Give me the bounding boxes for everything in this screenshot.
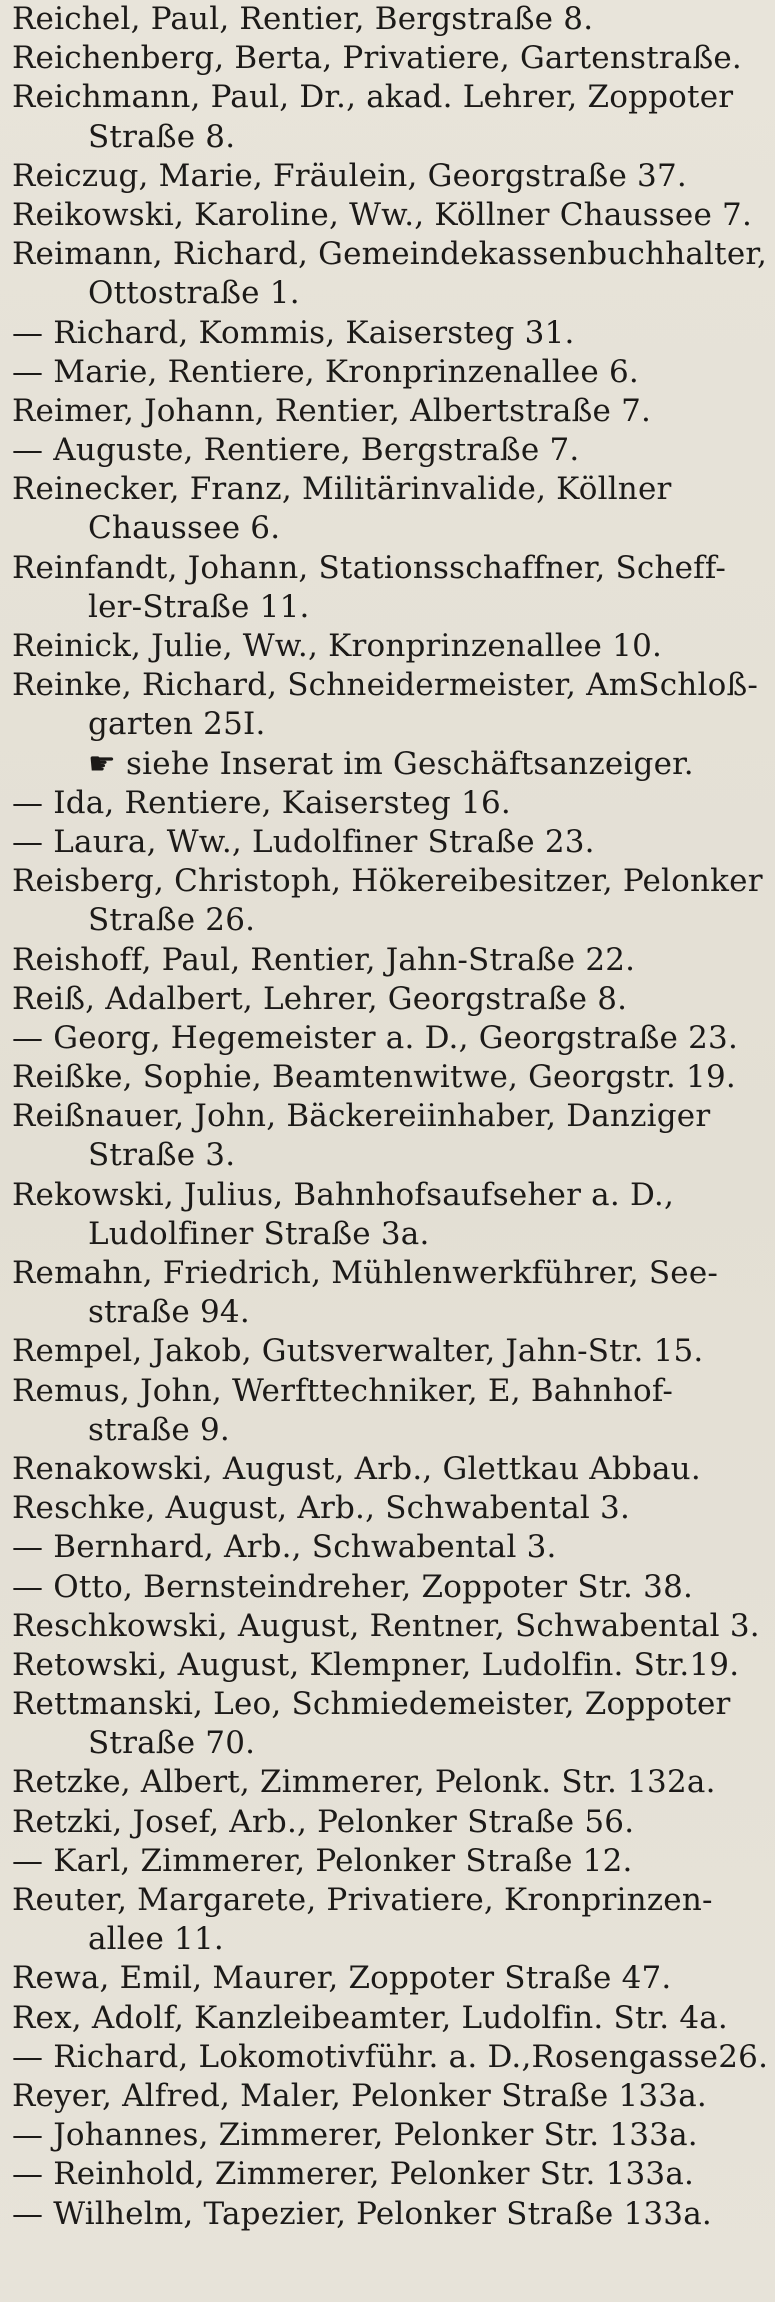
entry-line: Reiß, Adalbert, Lehrer, Georgstraße 8.: [12, 980, 628, 1017]
entry-continuation-line: straße 94.: [88, 1294, 250, 1331]
entry-line: Rekowski, Julius, Bahnhofsaufseher a. D.,: [12, 1176, 675, 1213]
entry-line: — Bernhard, Arb., Schwabental 3.: [12, 1529, 557, 1566]
entry-line: Reschke, August, Arb., Schwabental 3.: [12, 1490, 631, 1527]
entry-line: Reyer, Alfred, Maler, Pelonker Straße 133a.: [12, 2077, 707, 2114]
entry-line: Reichel, Paul, Rentier, Bergstraße 8.: [12, 1, 594, 37]
entry-line: Rewa, Emil, Maurer, Zoppoter Straße 47.: [12, 1960, 672, 1997]
entry-line: Remahn, Friedrich, Mühlenwerkführer, See-: [12, 1255, 719, 1291]
entry-line: Reisberg, Christoph, Hökereibesitzer, Pelonker: [12, 863, 763, 900]
entry-line: Reimann, Richard, Gemeindekassenbuchhalter,: [12, 236, 768, 273]
entry-line: Rempel, Jakob, Gutsverwalter, Jahn-Str. 15.: [12, 1333, 704, 1370]
entry-line: Reichmann, Paul, Dr., akad. Lehrer, Zoppoter: [12, 79, 734, 116]
entry-line: Renakowski, August, Arb., Glettkau Abbau.: [12, 1450, 701, 1487]
entry-line: Retowski, August, Klempner, Ludolfin. Str.19.: [12, 1646, 740, 1683]
entry-line: Reuter, Margarete, Privatiere, Kronprinzen-: [12, 1882, 713, 1918]
entry-line: Rettmanski, Leo, Schmiedemeister, Zoppoter: [12, 1686, 731, 1723]
entry-line: — Karl, Zimmerer, Pelonker Straße 12.: [12, 1842, 633, 1879]
entry-line: Reschkowski, August, Rentner, Schwabental 3.: [12, 1607, 760, 1644]
entry-continuation-line: ☛ siehe Inserat im Geschäftsanzeiger.: [88, 745, 694, 782]
entry-line: — Georg, Hegemeister a. D., Georgstraße 23.: [12, 1019, 739, 1056]
entry-continuation-line: Chaussee 6.: [88, 510, 281, 547]
entry-line: Reinfandt, Johann, Stationsschaffner, Scheff-: [12, 549, 727, 586]
entry-continuation-line: ler-Straße 11.: [88, 588, 310, 625]
entry-line: — Wilhelm, Tapezier, Pelonker Straße 133a.: [12, 2195, 712, 2232]
entry-line: Reiczug, Marie, Fräulein, Georgstraße 37.: [12, 157, 687, 194]
entry-line: Reinecker, Franz, Militärinvalide, Köllner: [12, 471, 672, 508]
entry-line: Reißnauer, John, Bäckereiinhaber, Danziger: [12, 1098, 711, 1135]
entry-line: Retzki, Josef, Arb., Pelonker Straße 56.: [12, 1803, 635, 1840]
entry-line: Reimer, Johann, Rentier, Albertstraße 7.: [12, 392, 652, 429]
entry-line: Retzke, Albert, Zimmerer, Pelonk. Str. 132a.: [12, 1764, 716, 1801]
entry-continuation-line: allee 11.: [88, 1921, 224, 1958]
entry-line: — Richard, Lokomotivführ. a. D.,Rosengasse26.: [12, 2038, 769, 2075]
entry-line: Reikowski, Karoline, Ww., Köllner Chaussee 7.: [12, 196, 753, 233]
entry-line: — Auguste, Rentiere, Bergstraße 7.: [12, 432, 580, 469]
entry-line: — Ida, Rentiere, Kaisersteg 16.: [12, 784, 511, 821]
entry-line: Reinick, Julie, Ww., Kronprinzenallee 10.: [12, 628, 663, 664]
entry-continuation-line: straße 9.: [88, 1411, 230, 1448]
entry-continuation-line: Straße 8.: [88, 118, 236, 155]
entry-line: — Reinhold, Zimmerer, Pelonker Str. 133a.: [12, 2156, 695, 2193]
entry-line: — Otto, Bernsteindreher, Zoppoter Str. 38.: [12, 1568, 694, 1605]
entry-line: — Richard, Kommis, Kaisersteg 31.: [12, 314, 575, 351]
entry-continuation-line: Straße 3.: [88, 1137, 236, 1174]
entry-line: Reinke, Richard, Schneidermeister, AmSchloß-: [12, 667, 759, 704]
entry-line: Reißke, Sophie, Beamtenwitwe, Georgstr. 19.: [12, 1059, 736, 1096]
entry-continuation-line: Straße 70.: [88, 1725, 256, 1762]
entry-line: Reishoff, Paul, Rentier, Jahn-Straße 22.: [12, 941, 636, 978]
entry-continuation-line: Ludolfiner Straße 3a.: [88, 1215, 430, 1252]
entry-line: Reichenberg, Berta, Privatiere, Gartenstraße.: [12, 40, 742, 77]
entry-line: Remus, John, Werfttechniker, E, Bahnhof-: [12, 1372, 674, 1409]
entry-continuation-line: Straße 26.: [88, 902, 256, 939]
entry-line: — Johannes, Zimmerer, Pelonker Str. 133a.: [12, 2117, 698, 2154]
entry-line: Rex, Adolf, Kanzleibeamter, Ludolfin. Str. 4a.: [12, 1999, 728, 2036]
entry-line: — Marie, Rentiere, Kronprinzenallee 6.: [12, 353, 639, 390]
entry-continuation-line: garten 25I.: [88, 706, 266, 743]
entry-line: — Laura, Ww., Ludolfiner Straße 23.: [12, 823, 595, 860]
entry-continuation-line: Ottostraße 1.: [88, 275, 300, 312]
address-entry-list: [12, 0, 775, 2234]
